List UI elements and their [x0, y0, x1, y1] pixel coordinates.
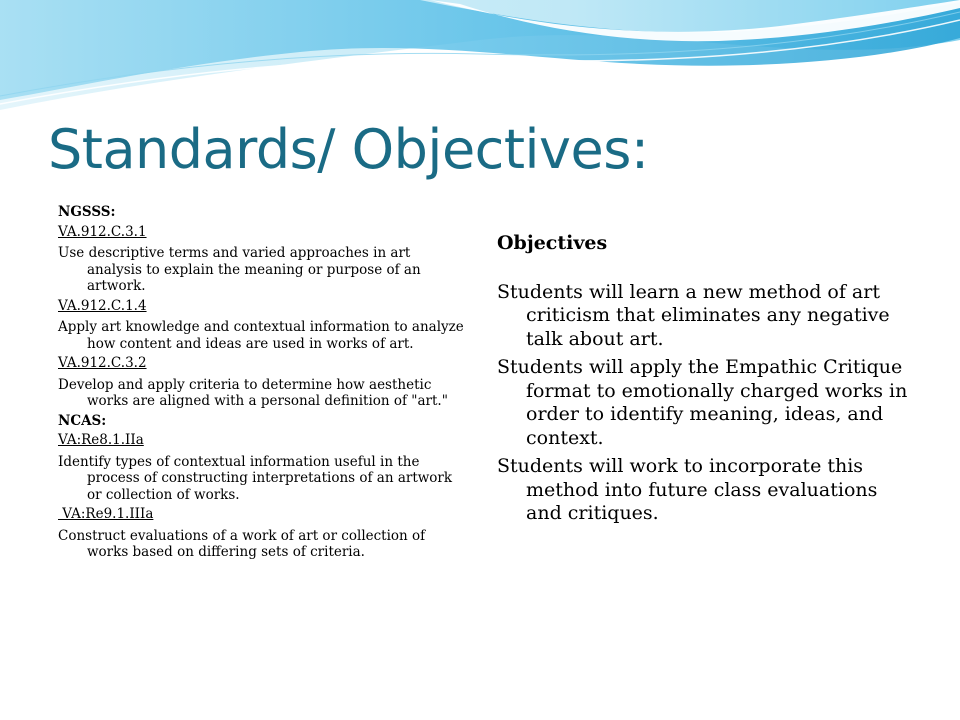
- standards-column: [58, 204, 466, 564]
- header-wave-decoration: [0, 0, 960, 130]
- standards-group-label: NCAS:: [58, 412, 107, 429]
- standard-code: VA:Re8.1.IIa: [58, 432, 144, 448]
- standard-code: VA:Re9.1.IIIa: [58, 506, 154, 522]
- objective-paragraph: Students will learn a new method of art criticism that eliminates any negative talk about art.: [497, 280, 890, 350]
- standards-group-label: NGSSS:: [58, 204, 116, 220]
- slide-title: Standards/ Objectives:: [48, 118, 649, 181]
- standard-description: Apply art knowledge and contextual information to analyze how content and ideas are used in works of art.: [58, 319, 464, 352]
- standard-description: Develop and apply criteria to determine how aesthetic works are aligned with a personal definition of "art.": [58, 376, 448, 409]
- standard-code: VA.912.C.3.2: [58, 355, 147, 371]
- objectives-column: [497, 232, 917, 531]
- standard-code: VA.912.C.1.4: [58, 297, 147, 314]
- objectives-heading: Objectives: [497, 232, 608, 254]
- standard-code: VA.912.C.3.1: [58, 223, 147, 240]
- standard-description: Identify types of contextual information useful in the process of constructing interpretations of an artwork or collection of works.: [58, 453, 453, 503]
- objective-paragraph: Students will work to incorporate this method into future class evaluations and critiques.: [497, 455, 878, 524]
- standard-description: Construct evaluations of a work of art or collection of works based on differing sets of criteria.: [58, 527, 426, 560]
- standard-description: Use descriptive terms and varied approaches in art analysis to explain the meaning or purpose of an artwork.: [58, 245, 421, 294]
- objective-paragraph: Students will apply the Empathic Critique format to emotionally charged works in order to identify meaning, ideas, and context.: [497, 356, 908, 449]
